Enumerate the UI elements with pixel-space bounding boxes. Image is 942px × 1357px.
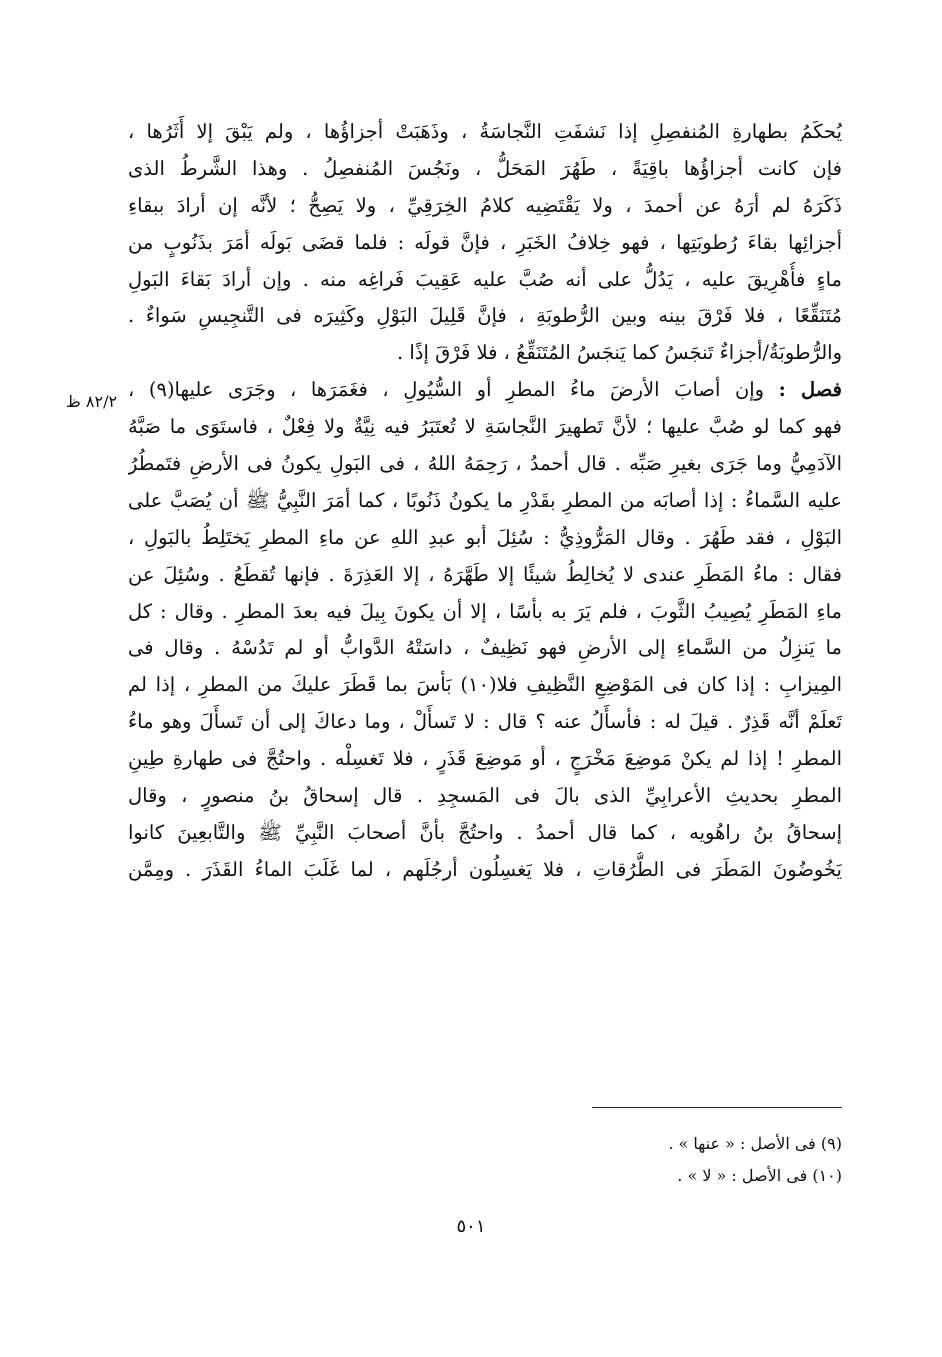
section-first-line bbox=[128, 372, 842, 409]
text-line: إسحاقُ بنُ راهُويه ، كما قال أحمدُ . واحتُجَّ بأنَّ أصحابَ النَّبِيِّ ﷺ والتَّابعِينَ كانوا bbox=[128, 820, 842, 844]
text-line: الآدَمِيُّ وما جَرَى بغيرِ صَبِّه . قال أحمدُ ، رَحِمَهُ اللهُ ، فى البَولِ يكونُ فى الأرضِ فتَمطُرُ bbox=[128, 452, 842, 476]
text-line: المِيزابِ : إذا كان فى المَوْضِعِ النَّظِيفِ فلا(١٠) بَأسَ بما قَطَرَ عليكَ من المطرِ ، إذا لم bbox=[128, 673, 842, 697]
margin-reference: ٨٢/٢ ظ bbox=[66, 392, 118, 411]
footnote-10: (١٠) فى الأصل : « لا » . bbox=[677, 1166, 842, 1185]
text-line: البَوْلِ ، فقد طَهُرَ . وقال المَرُّوذِيُّ : سُئِلَ أبو عبدِ اللهِ عن ماءِ المطرِ يَختَلِطُ بالبَولِ ، bbox=[128, 525, 842, 549]
footnotes bbox=[560, 1128, 842, 1192]
text-line: يُحكَمُ بطهارةِ المُنفصِلِ إذا نَشفَتِ النَّجاسَةُ ، وذَهَبَتْ أجزاؤُها ، ولم يَبْقَ إلا أَثَرُها ، bbox=[128, 120, 842, 143]
text-line: تَعلَمْ أنَّه قَذِرٌ . قيلَ له : فأسأَلُ عنه ؟ قال : لا تَسأَلْ ، وما دعاكَ إلى أن تَسأَلَ وهو ماءُ bbox=[128, 710, 842, 734]
text-line: فهو كما لو صُبَّ عليها ؛ لأنَّ تَطهيرَ النَّجاسَةِ لا تُعتَبَرُ فيه نِيَّةٌ ولا فِعْلٌ ، فاستَوَى ما صَبَّهُ bbox=[128, 415, 842, 439]
section-label: فصل : bbox=[778, 378, 842, 402]
text-line: المطرِ ! إذا لم يكنْ مَوضِعَ مَخْرَجٍ ، أو مَوضِعَ قَذَرٍ ، فلا تَغسِلْه . واحتُجَّ فى طهارةِ طِينِ bbox=[128, 747, 842, 771]
page-number: ٥٠١ bbox=[456, 1216, 486, 1237]
main-text bbox=[128, 114, 842, 889]
footnote-separator bbox=[592, 1107, 842, 1108]
section-first-line-text: وإن أصابَ الأرضَ ماءُ المطرِ أو السُّيُولِ ، فغَمَرَها ، وجَرَى عليها(٩) ، bbox=[128, 378, 765, 402]
text-line: مُتَنَقِّعًا ، فلا فَرْقَ بينه وبين الرُّطوبَةِ ، فإنَّ قَلِيلَ البَوْلِ وكَثِيرَه فى التَّنجِيسِ سَواءٌ . bbox=[128, 304, 842, 328]
text-line: أجزائِها بقاءَ رُطوبَتِها ، فهو خِلافُ الخَبَرِ ، فإنَّ قولَه : فلما قضَى بَولَه أمَرَ بذَنُوبٍ من bbox=[128, 230, 842, 254]
text-line: ماءٍ فأُهْرِيقَ عليه ، يَدُلُّ على أنه صُبَّ عليه عَقِيبَ فَراغِه منه . وإن أرادَ بَقاءَ البَولِ bbox=[128, 267, 842, 291]
text-line: فقال : ماءُ المَطَرِ عندى لا يُخالِطُ شيئًا إلا طَهَّرَهُ ، إلا العَذِرَةَ . فإنها تُقطَعُ . وسُئِلَ عن bbox=[128, 562, 842, 586]
footnote-9: (٩) فى الأصل : « عنها » . bbox=[668, 1134, 842, 1153]
text-line: ذَكَرَهُ لم أرَهُ عن أحمدَ ، ولا يَقْتَضِيه كلامُ الخِرَقِيِّ ، ولا يَصِحُّ ؛ لأنَّه إن أرادَ ببقاءِ bbox=[128, 193, 842, 217]
text-line: يَخُوضُونَ المَطَرَ فى الطُّرُقاتِ ، فلا يَغسِلُون أرجُلَهم ، لما غَلَبَ الماءُ القَذَرَ . ومِمَّن bbox=[128, 857, 842, 881]
text-line: ماءِ المَطَرِ يُصِيبُ الثَّوبَ ، فلم يَرَ به بأسًا ، إلا أن يكونَ بِيلَ فيه بعدَ المطرِ . وقال : كل bbox=[128, 599, 842, 623]
text-line: فإن كانت أجزاؤُها باقِيَةً ، طَهُرَ المَحَلُّ ، ونَجُسَ المُنفصِلُ . وهذا الشَّرطُ الذى bbox=[128, 156, 842, 180]
text-line: عليه السَّماءُ : إذا أصابَه من المطرِ بقَدْرِ ما يكونُ ذَنُوبًا ، كما أمَرَ النَّبِيُّ ﷺ أن يُصَبَّ على bbox=[128, 488, 842, 512]
text-line: المطرِ بحديثِ الأعرابِيِّ الذى بالَ فى المَسجِدِ . قال إسحاقُ بنُ منصورٍ ، وقال bbox=[128, 784, 842, 808]
text-line: والرُّطوبَةُ/أجزاءٌ تَنجَسُ كما يَنجَسُ المُتَنَقِّعُ ، فلا فَرْقَ إذًا . bbox=[396, 341, 842, 365]
text-line: ما يَنزِلُ من السَّماءِ إلى الأرضِ فهو نَظِيفٌ ، داسَتْهُ الدَّوابُّ أو لم تَدُسْهُ . وقال فى bbox=[128, 636, 842, 660]
